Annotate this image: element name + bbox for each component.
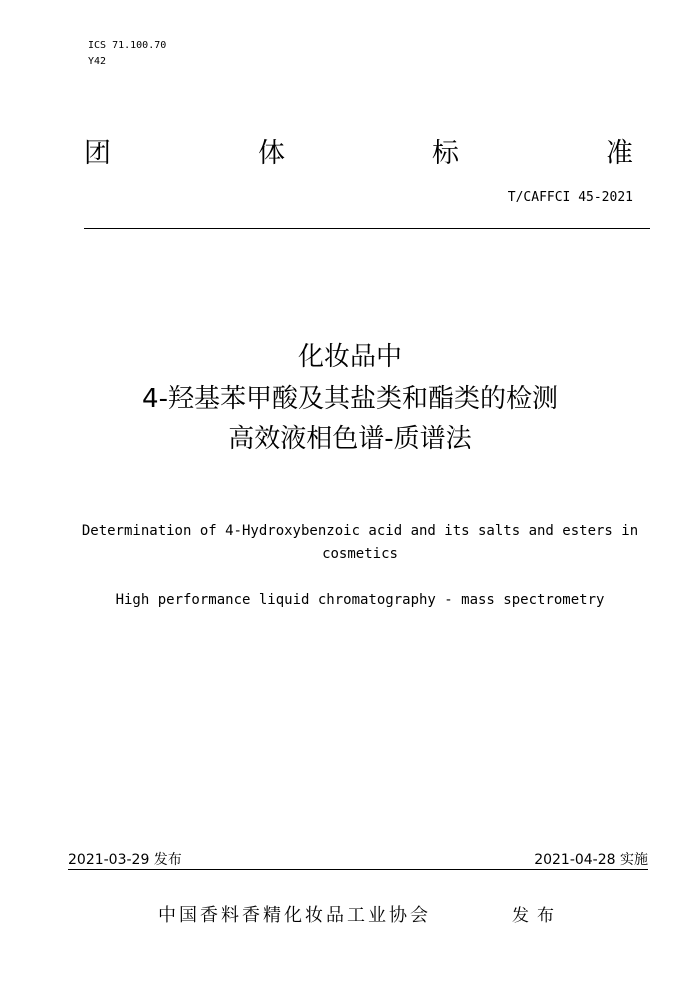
title-en-line-2: cosmetics	[322, 546, 398, 562]
title-cn-line-2: 4-羟基苯甲酸及其盐类和酯类的检测	[142, 384, 558, 414]
standard-number: T/CAFFCI 45-2021	[507, 190, 633, 205]
title-en-line-1: Determination of 4-Hydroxybenzoic acid and its salts and esters in	[81, 523, 639, 539]
issuing-organization: 中国香料香精化妆品工业协会	[158, 905, 431, 926]
standard-type-char-3: 标	[432, 138, 459, 169]
implement-date: 2021-04-28 实施	[534, 852, 648, 868]
title-cn-line-3: 高效液相色谱-质谱法	[228, 424, 472, 454]
title-cn-line-1: 化妆品中	[297, 342, 402, 372]
issue-date: 2021-03-29 发布	[68, 852, 182, 868]
header-divider	[84, 228, 650, 229]
standard-type-char-1: 团	[84, 138, 111, 169]
ccs-code: Y42	[88, 56, 107, 67]
footer-divider	[68, 869, 648, 870]
standard-type-char-2: 体	[258, 138, 285, 169]
ics-code: ICS 71.100.70	[88, 40, 167, 51]
title-en-line-3: High performance liquid chromatography - mass spectrometry	[115, 592, 605, 608]
standard-type-char-4: 准	[606, 138, 633, 169]
publish-label: 发布	[512, 906, 562, 926]
